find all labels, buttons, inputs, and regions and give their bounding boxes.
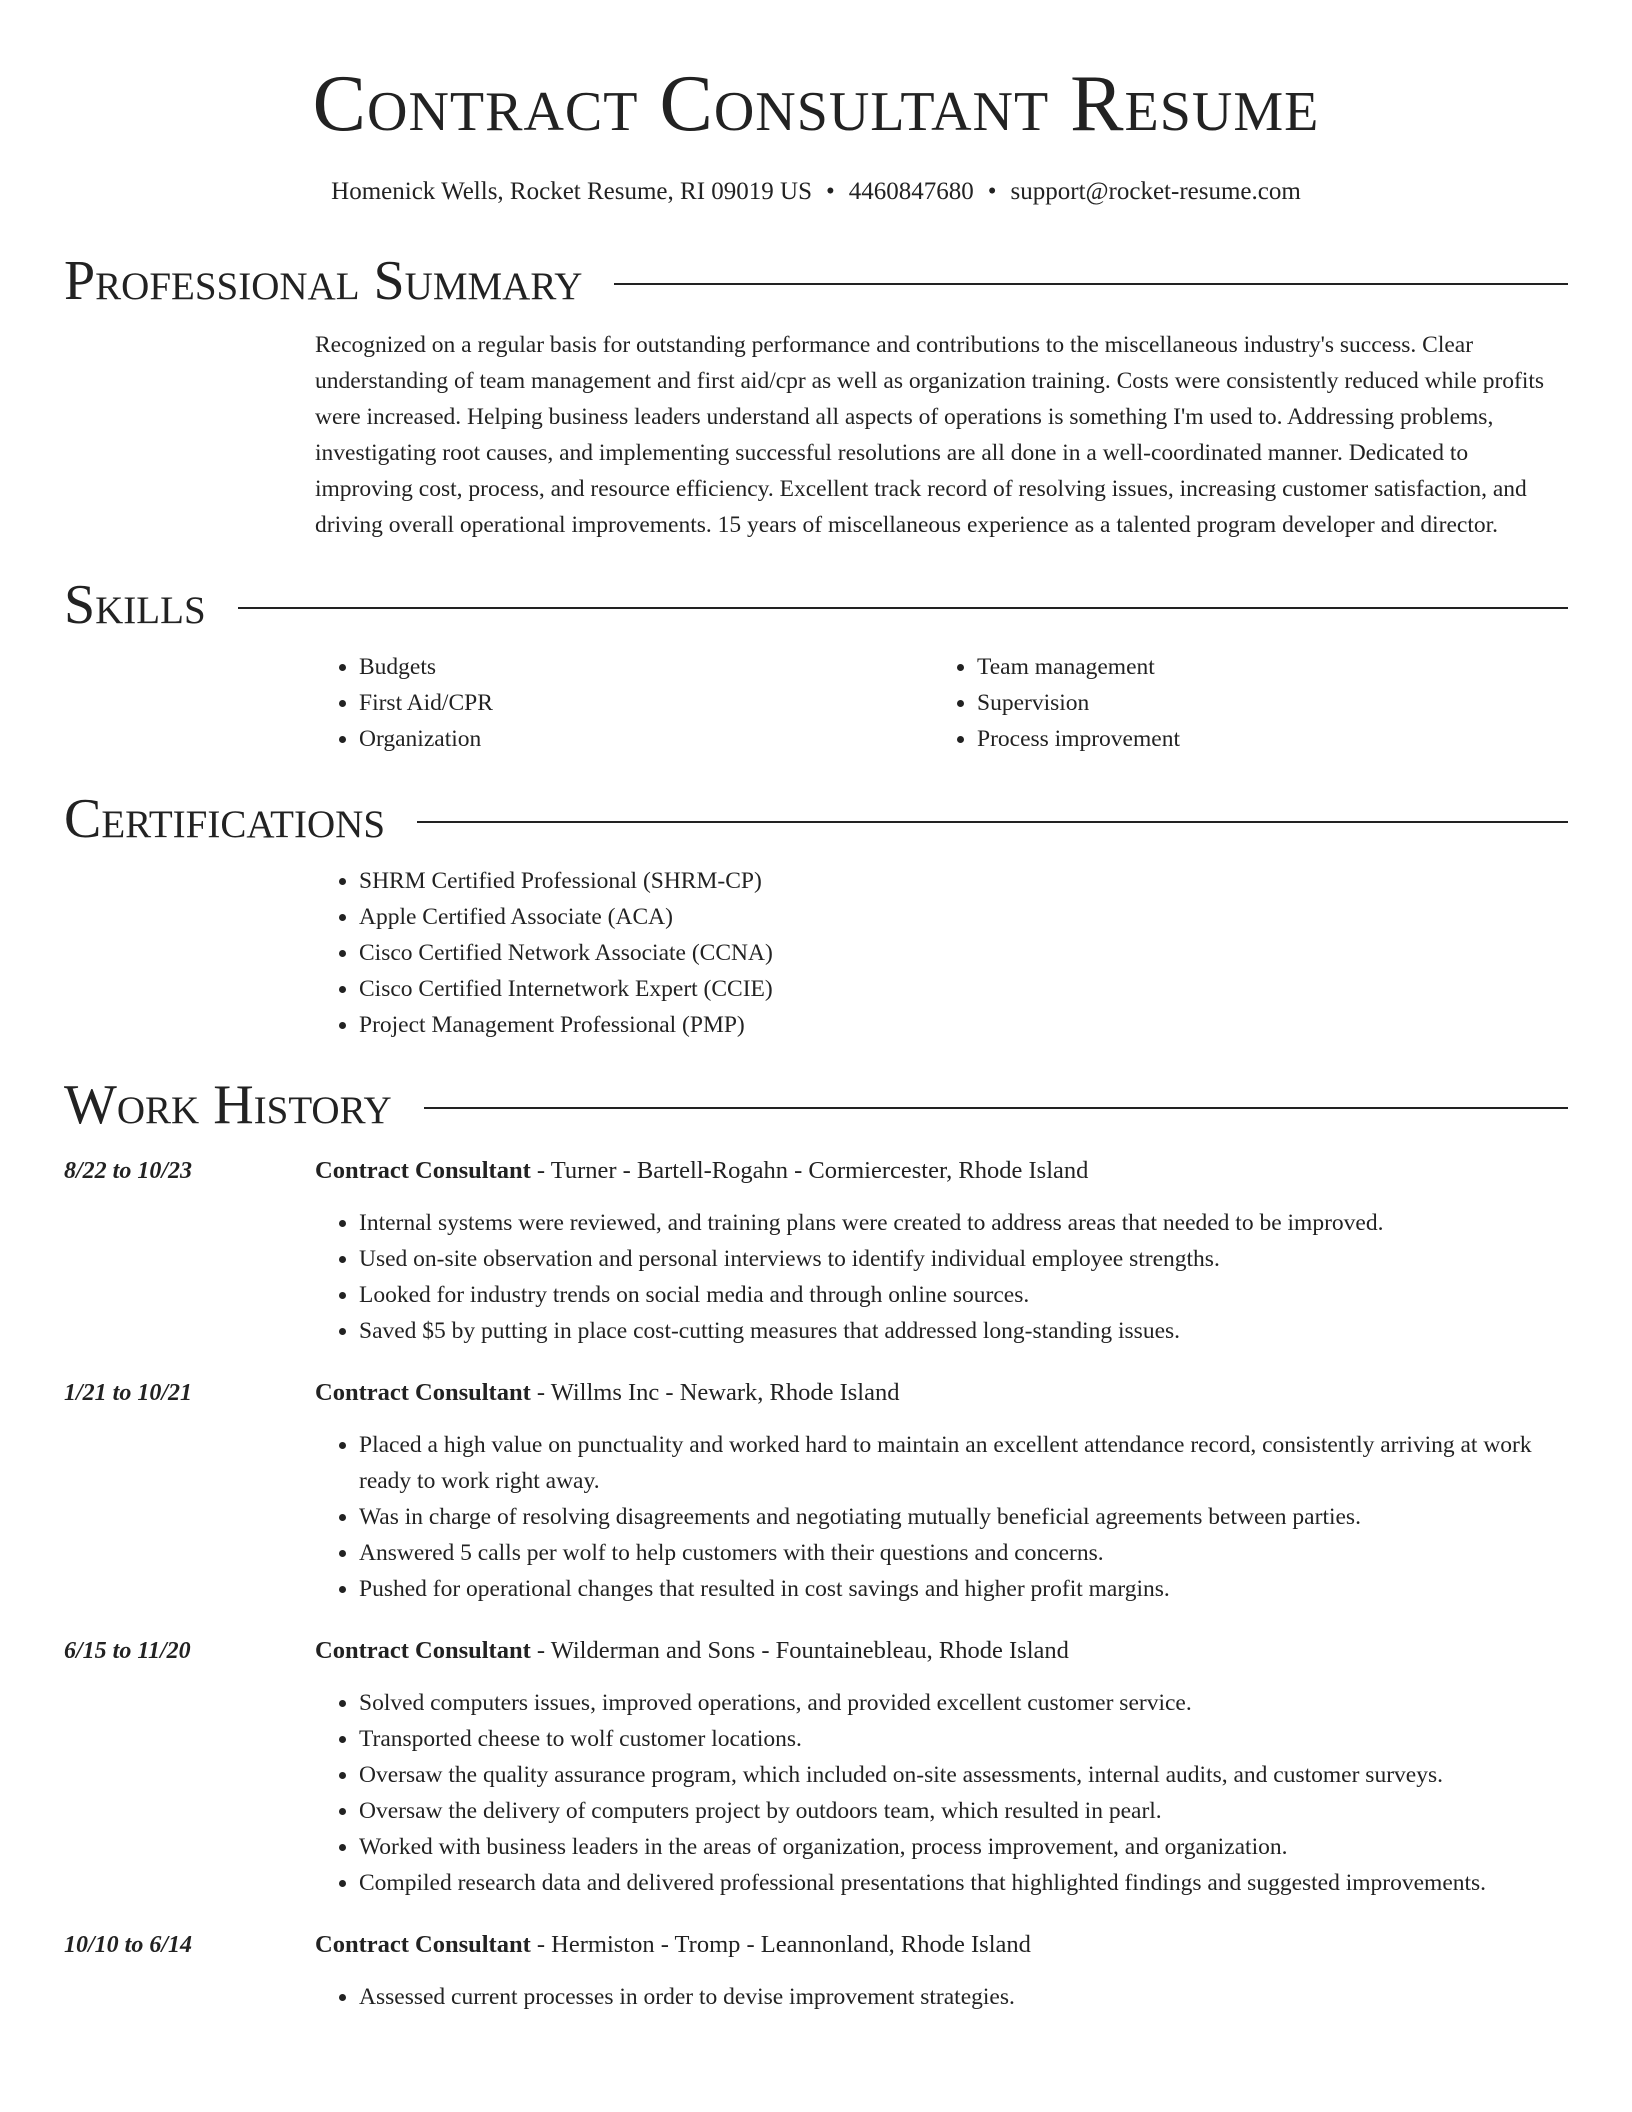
job-body bbox=[315, 1633, 1568, 1901]
job-bullet: • Transported cheese to wolf customer locations. bbox=[359, 1721, 1568, 1757]
skill-item: • Budgets bbox=[359, 649, 933, 685]
contact-separator: • bbox=[987, 178, 997, 205]
job-dates: 6/15 to 11/20 bbox=[64, 1637, 191, 1664]
job-title: Contract Consultant bbox=[315, 1156, 531, 1184]
job-heading bbox=[315, 1375, 1568, 1411]
job-bullet: • Answered 5 calls per wolf to help customers with their questions and concerns. bbox=[359, 1535, 1568, 1571]
job-body bbox=[315, 1153, 1568, 1349]
skills-section-header bbox=[64, 573, 1568, 636]
job-bullet: • Worked with business leaders in the areas of organization, process improvement, and organization. bbox=[359, 1829, 1568, 1865]
job-heading bbox=[315, 1927, 1568, 1963]
certification-item: • Project Management Professional (PMP) bbox=[359, 1007, 1568, 1043]
job-bullet: • Pushed for operational changes that resulted in cost savings and higher profit margins. bbox=[359, 1571, 1568, 1607]
job-title: Contract Consultant bbox=[315, 1636, 531, 1664]
job-bullets bbox=[315, 1427, 1568, 1607]
job-bullet: • Compiled research data and delivered professional presentations that highlighted findings and suggested improvements. bbox=[359, 1865, 1568, 1901]
certifications-block bbox=[315, 863, 1568, 1043]
skill-item: • First Aid/CPR bbox=[359, 685, 933, 721]
section-divider bbox=[238, 607, 1568, 609]
certifications-heading: Certifications bbox=[64, 787, 386, 850]
summary-heading: Professional Summary bbox=[64, 249, 583, 312]
job-entry bbox=[64, 1927, 1568, 2015]
job-bullet: • Internal systems were reviewed, and training plans were created to address areas that needed to be improved. bbox=[359, 1205, 1568, 1241]
certification-item: • Apple Certified Associate (ACA) bbox=[359, 899, 1568, 935]
job-details: - Hermiston - Tromp - Leannonland, Rhode Island bbox=[530, 1930, 1031, 1958]
job-bullets bbox=[315, 1979, 1568, 2015]
job-bullet: • Saved $5 by putting in place cost-cutting measures that addressed long-standing issues. bbox=[359, 1313, 1568, 1349]
contact-separator: • bbox=[825, 178, 835, 205]
skills-column-left bbox=[315, 649, 933, 757]
job-body bbox=[315, 1375, 1568, 1607]
skill-item: • Team management bbox=[977, 649, 1551, 685]
job-bullet: • Placed a high value on punctuality and worked hard to maintain an excellent attendance record, consistently arriving at work ready to work right away. bbox=[359, 1427, 1568, 1499]
certification-item: • SHRM Certified Professional (SHRM-CP) bbox=[359, 863, 1568, 899]
job-details: - Willms Inc - Newark, Rhode Island bbox=[530, 1378, 900, 1406]
contact-line bbox=[64, 176, 1568, 209]
job-entry bbox=[64, 1153, 1568, 1349]
job-dates: 8/22 to 10/23 bbox=[64, 1157, 193, 1184]
job-title: Contract Consultant bbox=[315, 1930, 531, 1958]
job-title: Contract Consultant bbox=[315, 1378, 531, 1406]
job-entry bbox=[64, 1375, 1568, 1607]
work-section-header bbox=[64, 1073, 1568, 1136]
skills-column-right bbox=[933, 649, 1551, 757]
skills-list-left bbox=[315, 649, 933, 757]
job-bullets bbox=[315, 1205, 1568, 1349]
skills-list-right bbox=[933, 649, 1551, 757]
job-dates: 1/21 to 10/21 bbox=[64, 1379, 193, 1406]
job-entry bbox=[64, 1633, 1568, 1901]
job-bullet: • Oversaw the delivery of computers project by outdoors team, which resulted in pearl. bbox=[359, 1793, 1568, 1829]
summary-section-header bbox=[64, 249, 1568, 312]
contact-email: support@rocket-resume.com bbox=[1010, 178, 1301, 205]
skill-item: • Process improvement bbox=[977, 721, 1551, 757]
job-bullet: • Was in charge of resolving disagreements and negotiating mutually beneficial agreements between parties. bbox=[359, 1499, 1568, 1535]
job-bullet: • Used on-site observation and personal interviews to identify individual employee strengths. bbox=[359, 1241, 1568, 1277]
job-dates: 10/10 to 6/14 bbox=[64, 1931, 193, 1958]
contact-phone: 4460847680 bbox=[848, 178, 974, 205]
section-divider bbox=[424, 1107, 1568, 1109]
work-heading: Work History bbox=[64, 1073, 392, 1136]
job-bullet: • Oversaw the quality assurance program, which included on-site assessments, internal audits, and customer surveys. bbox=[359, 1757, 1568, 1793]
job-bullet: • Assessed current processes in order to devise improvement strategies. bbox=[359, 1979, 1568, 2015]
certifications-list bbox=[315, 863, 1568, 1043]
skill-item: • Organization bbox=[359, 721, 933, 757]
job-bullets bbox=[315, 1685, 1568, 1901]
skills-grid bbox=[315, 649, 1568, 757]
certification-item: • Cisco Certified Network Associate (CCNA) bbox=[359, 935, 1568, 971]
page-title: Contract Consultant Resume bbox=[312, 60, 1320, 148]
skill-item: • Supervision bbox=[977, 685, 1551, 721]
certifications-section-header bbox=[64, 787, 1568, 850]
job-details: - Wilderman and Sons - Fountainebleau, Rhode Island bbox=[530, 1636, 1069, 1664]
certification-item: • Cisco Certified Internetwork Expert (CCIE) bbox=[359, 971, 1568, 1007]
job-bullet: • Solved computers issues, improved operations, and provided excellent customer service. bbox=[359, 1685, 1568, 1721]
summary-text: Recognized on a regular basis for outstanding performance and contributions to the miscellaneous industry's success. Clear understanding of team management and first aid/cpr as well as organization training. Costs were consistently reduced while profits were increased. Helping business leaders understand all aspects of operations is something I'm used to. Addressing problems, investigating root causes, and implementing successful resolutions are all done in a well-coordinated manner. Dedicated to improving cost, process, and resource efficiency. Excellent track record of resolving issues, increasing customer satisfaction, and driving overall operational improvements. 15 years of miscellaneous experience as a talented program developer and director. bbox=[315, 331, 1545, 538]
contact-address: Homenick Wells, Rocket Resume, RI 09019 US bbox=[331, 178, 812, 205]
job-details: - Turner - Bartell-Rogahn - Cormiercester, Rhode Island bbox=[530, 1156, 1089, 1184]
skills-heading: Skills bbox=[64, 573, 206, 636]
section-divider bbox=[417, 821, 1568, 823]
job-bullet: • Looked for industry trends on social media and through online sources. bbox=[359, 1277, 1568, 1313]
job-heading bbox=[315, 1153, 1568, 1189]
section-divider bbox=[614, 283, 1568, 285]
job-heading bbox=[315, 1633, 1568, 1669]
job-body bbox=[315, 1927, 1568, 2015]
